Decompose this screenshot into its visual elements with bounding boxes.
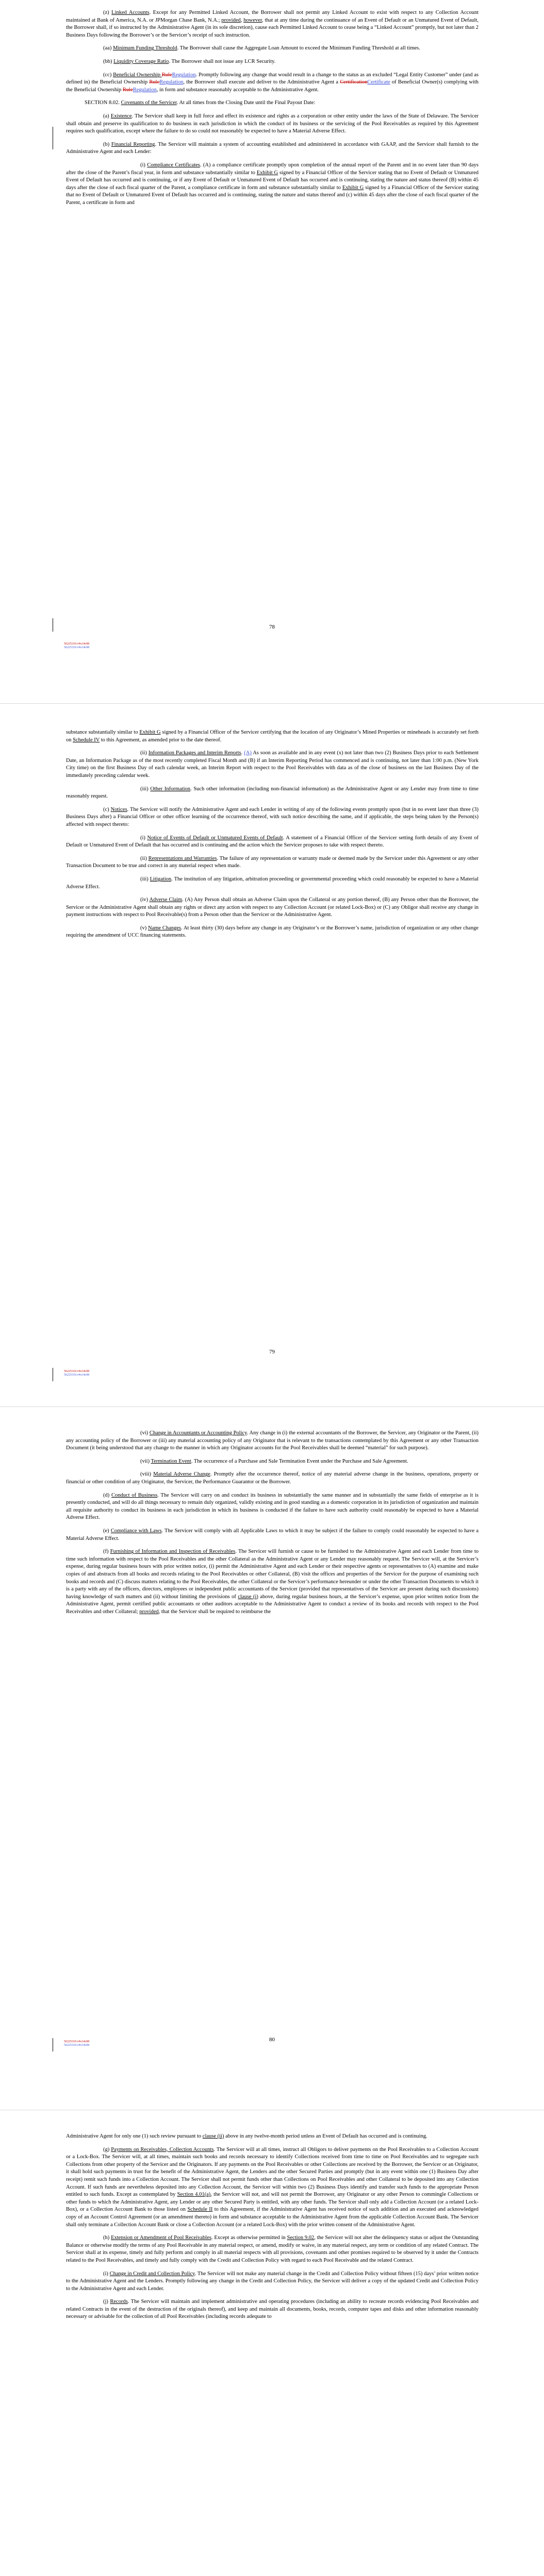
text-run: (a) — [103, 113, 111, 119]
text-run: . At all times from the Closing Date until the Final Payout Date: — [176, 100, 316, 106]
document-footer — [64, 2040, 89, 2047]
underlined-heading: Minimum Funding Threshold — [112, 45, 177, 52]
paragraph — [66, 855, 479, 870]
text-run: , the Borrower shall execute and deliver to the Administrative Agent a — [183, 79, 340, 86]
text-run: (v) — [140, 925, 149, 931]
document-footer — [64, 1370, 89, 1377]
underlined-heading: Schedule IV — [73, 737, 100, 743]
underlined-heading: Section 9.02 — [287, 2235, 315, 2241]
underlined-heading: Material Adverse Change — [153, 1471, 210, 1478]
document-page — [0, 703, 544, 1406]
paragraph — [66, 1430, 479, 1452]
text-run: . The Servicer will comply with all Applicable Laws to which it may be subject if the failure to comply could reasonably be expected to have a Material Adverse Effect. — [66, 1528, 479, 1541]
paragraph — [66, 1528, 479, 1543]
text-run: (iii) — [140, 786, 151, 792]
text-run: . Such other information (including non-financial information) as the Administrative Agent or any Lender may from time to time reasonably request. — [66, 786, 479, 800]
document-page — [0, 2110, 544, 2576]
underlined-heading: Covenants of the Servicer — [121, 100, 177, 106]
inserted-text: Regulation — [133, 87, 157, 93]
underlined-heading: clause (i) — [238, 1594, 258, 1600]
text-run: (g) — [103, 2146, 111, 2153]
text-run: signed by a Financial Officer of the Servicer stating that no Event of Default or Unmatured Event of Default has occurred and is continuing, stating the nature and status thereof and (c) within 45 days after the close of each fiscal quarter of the Parent, a certificate in form and — [66, 184, 479, 206]
text-run: . Except as otherwise permitted in — [211, 2235, 287, 2241]
underlined-heading: Adverse Claim — [149, 897, 183, 903]
text-run: SECTION 8.02. — [85, 100, 121, 106]
underlined-heading: Furnishing of Information and Inspection of Receivables — [110, 1549, 236, 1555]
paragraph — [66, 1492, 479, 1522]
underlined-heading: Extension or Amendment of Pool Receivables — [111, 2235, 211, 2241]
page-number: 78 — [269, 624, 275, 630]
paragraph — [66, 72, 479, 94]
text-run: (e) — [103, 1528, 111, 1534]
text-run: (b) — [103, 141, 111, 147]
underlined-heading: Litigation — [150, 876, 172, 882]
text-run: (c) — [103, 806, 111, 812]
text-run: (viii) — [140, 1471, 154, 1478]
text-run: (i) — [140, 835, 147, 841]
underlined-heading: Payments on Receivables, Collection Accounts — [111, 2146, 214, 2153]
footer-deleted-id: 56225310.v#x14c08 — [64, 1370, 90, 1373]
page-body — [66, 9, 479, 212]
text-run: . The Servicer will carry on and conduct its business in substantially the same manner and in substantially the same fields of enterprise as it is presently conducted, and will do all things necessary to remain duly organized, validly existing and in good standing as a domestic corporation in its jurisdiction of organization and maintain all requisite authority to conduct its business in each jurisdiction in which its business is conducted if the failure to have such authority could reasonably be expected to have a Material Adverse Effect. — [66, 1492, 479, 1521]
underlined-heading: Change in Credit and Collection Policy — [109, 2270, 195, 2277]
underlined-heading: Beneficial Ownership — [113, 72, 162, 78]
text-run: (i) — [103, 2270, 110, 2277]
text-run: . The Servicer will not make any material change in the Credit and Collection Policy without fifteen (15) days’ prior written notice to the Administrative Agent and the Lenders. Promptly following any change in the Credit and Collection Policy, the Servicer will deliver a copy of the updated Credit and Collection Policy to the Administrative Agent and each Lender. — [66, 2270, 479, 2292]
underlined-heading: Section 4.01(a) — [177, 2192, 211, 2198]
underlined-heading: Schedule II — [187, 2207, 213, 2213]
text-run: . The Borrower shall not issue any LCR Security. — [169, 58, 276, 64]
text-run: to this Agreement, as amended prior to the date thereof. — [100, 737, 222, 743]
page-body — [66, 2133, 479, 2327]
paragraph — [66, 835, 479, 850]
text-run: . The occurrence of a Purchase and Sale Termination Event under the Purchase and Sale Agreement. — [191, 1458, 408, 1464]
text-run: , in form and substance reasonably acceptable to the Administrative Agent. — [156, 87, 319, 93]
text-run: (f) — [103, 1549, 110, 1555]
text-run: (iv) — [140, 897, 150, 903]
text-run: As soon as available and in any event (x) not later than two (2) Business Days prior to each Settlement Date, an Information Package as of the most recently completed Fiscal Month and (B) if an Interim Reporting Period has commenced and is continuing, not later than 1:00 p.m. (New York City time) on the first Business Day of each calendar week, an Interim Report with respect to the Pool Receivables with data as of the close of business on the last Business Day of the immediately preceding calendar week. — [66, 750, 479, 778]
text-run: to this Agreement, if the Administrative Agent has received notice of such addition and an executed and acknowledged copy of an Account Control Agreement (or an amendment thereto) in form and substance acceptable to the Administrative Agent from the applicable Collection Account Bank. The Servicer shall only terminate a Collection Account Bank or close a Collection Account (or a related Lock-Box) with the prior written consent of the Administrative Agent. — [66, 2207, 479, 2228]
paragraph — [66, 750, 479, 779]
deleted-text: Certification — [340, 79, 368, 86]
text-run: . Promptly following any change that would result in a change to the status as an excluded “Legal Entity Customer” under (and as defined in) the Beneficial Ownership — [66, 72, 479, 86]
underlined-heading: Records — [110, 2299, 128, 2305]
text-run: . (A) Any Person shall obtain an Adverse Claim upon the Collateral or any portion thereof, (B) any Person other than the Borrower, the Servicer or the Administrative Agent shall obtain any rights or direct any action with respect to any Collection Account (or related Lock-Box) or (C) any Obligor shall receive any change in payment instructions with respect to Pool Receivable(s) from a Person other than the Servicer or the Administrative Agent. — [66, 897, 479, 918]
inserted-text: Regulation — [172, 72, 196, 78]
text-run: (z) — [103, 10, 112, 15]
underlined-heading: provided — [221, 17, 241, 23]
text-run: (ii) — [140, 750, 149, 756]
text-run: (cc) — [103, 72, 113, 78]
paragraph — [66, 1458, 479, 1466]
paragraph — [66, 729, 479, 744]
underlined-heading: Compliance with Laws — [110, 1528, 162, 1534]
deleted-text: Rule — [149, 79, 160, 86]
page-number: 79 — [269, 1349, 275, 1355]
text-run: Administrative Agent for only one (1) such review pursuant to — [66, 2133, 203, 2139]
text-run: . The Servicer shall keep in full force and effect its existence and rights as a corporation or other entity under the laws of the State of Delaware. The Servicer shall obtain and preserve its qualification to do business in each jurisdiction in which the conduct of its business or the servicing of the Pool Receivables as required by this Agreement requires such qualification, except where the failure to do so could not reasonably be expected to have a Material Adverse Effect. — [66, 113, 479, 134]
text-run: , that at any time during the continuance of an Event of Default or an Unmatured Event of Default, the Borrower shall, if so instructed by the Administrative Agent (in its sole discretion), cause each Permitted Linked Account to cease being a “Linked Account” promptly, but not later than 2 Business Days following the Borrower’s or the Servicer’s receipt of such instruction. — [66, 17, 479, 38]
text-run: above, during regular business hours, at the Servicer’s expense, upon prior written notice from the Administrative Agent, permit certified public accountants or other auditors acceptable to the Administrative Agent to conduct a review of its books and records with respect to the Pool Receivables and other Collateral; — [66, 1594, 479, 1615]
paragraph — [66, 99, 479, 107]
page-body — [66, 729, 479, 945]
footer-deleted-id: 56225310.v#x14c08 — [64, 2040, 90, 2043]
text-run: . Promptly after the occurrence thereof, notice of any material adverse change in the business, operations, property or financial or other condition of any Originator, the Servicer, the Performance Guarantor or the Borrower. — [66, 1471, 479, 1485]
underlined-heading: Exhibit G — [139, 730, 161, 735]
text-run: . The Servicer will maintain a system of accounting established and administered in accordance with GAAP, and the Servicer shall furnish to the Administrative Agent and each Lender: — [66, 141, 479, 155]
text-run: , the Servicer will not, and will not permit the Borrower, any Originator or any other Person to commingle Collections or other funds to which the Administrative Agent, any Lender or any other Secured Party is entitled, with any other funds. The Servicer shall only add a Collection Account (or a related Lock-Box), or a Collection Account Bank to those listed on — [66, 2192, 479, 2213]
paragraph — [66, 58, 479, 66]
text-run: (vii) — [140, 1458, 151, 1464]
text-run: . The Servicer will at all times, instruct all Obligors to deliver payments on the Pool Receivables to a Collection Account or a Lock-Box. The Servicer will, at all times, maintain such books and records necessary to identify Collections received from time to time on Pool Receivables and to segregate such Collections from other property of the Servicer and the Originators. If any payments on the Pool Receivables or other Collections are received by the Borrower, the Servicer or an Originator, it shall hold such payments in trust for the benefit of the Administrative Agent, the Lenders and the other Secured Parties and promptly (but in any event within one (1) Business Day after receipt) remit such funds into a Collection Account. The Servicer shall not permit funds other than Collections on Pool Receivables and other Collateral to be deposited into any Collection Account. If such funds are nevertheless deposited into any Collection Account, the Servicer will within two (2) Business Days identify and transfer such funds to the appropriate Person entitled to such funds. Except as contemplated by — [66, 2146, 479, 2198]
paragraph — [66, 896, 479, 919]
paragraph — [66, 2234, 479, 2264]
text-run: , the Servicer will not alter the delinquency status or adjust the Outstanding Balance or otherwise modify the terms of any Pool Receivable in any material respect, or amend, modify or waive, in any material respect, any term or condition of any related Contract. The Servicer shall at its expense, timely and fully perform and comply in all material respects with all provisions, covenants and other promises required to be observed by it under the Contracts related to the Pool Receivables, and timely and fully comply with the Credit and Collection Policy with regard to each Pool Receivable and the related Contract. — [66, 2235, 479, 2263]
text-run: (bb) — [103, 58, 114, 64]
inserted-text: Certificate — [367, 79, 390, 86]
text-run: . At least thirty (30) days before any change in any Originator’s or the Borrower’s name, jurisdiction of organization or any other change requiring the amendment of UCC financing statements. — [66, 925, 479, 939]
underlined-heading: Linked Accounts — [111, 10, 150, 15]
text-run: . Any change in (i) the external accountants of the Borrower, the Servicer, any Originator or the Parent, (ii) any accounting policy of the Borrower or (iii) any material accounting policy of any Originator that is relevant to the transactions contemplated by this Agreement or any other Transaction Document (it being understood that any change to the manner in which any Originator accounts for the Pool Receivables shall be deemed “material” for such purpose). — [66, 1430, 479, 1451]
underlined-heading: Change in Accountants or Accounting Policy — [149, 1430, 247, 1436]
text-run: . A statement of a Financial Officer of the Servicer setting forth details of any Event of Default or Unmatured Event of Default that has occurred and is continuing and the action which the Servicer proposes to take with respect thereto. — [66, 835, 479, 849]
paragraph — [66, 2133, 479, 2141]
underlined-heading: Conduct of Business — [111, 1492, 158, 1498]
underlined-heading: clause (ii) — [202, 2133, 224, 2139]
footer-inserted-id: 56225310.v#x14c08 — [64, 2044, 90, 2047]
underlined-heading: Liquidity Coverage Ratio — [113, 58, 169, 64]
footer-inserted-id: 56225310.v#x14c08 — [64, 1374, 90, 1377]
paragraph — [66, 2146, 479, 2229]
text-run: substance substantially similar to — [66, 730, 140, 735]
text-run: (i) — [140, 162, 147, 168]
paragraph — [66, 162, 479, 207]
underlined-heading: Representations and Warranties — [148, 855, 217, 861]
text-run: . Except for any Permitted Linked Account, the Borrower shall not permit any Linked Account to exist with respect to any Collection Account maintained at Bank of America, N.A. or JPMorgan Chase Bank, N.A.; — [66, 10, 479, 23]
text-run: (iii) — [140, 876, 150, 882]
paragraph — [66, 2270, 479, 2293]
paragraph — [66, 2298, 479, 2321]
paragraph — [66, 9, 479, 39]
underlined-heading: Exhibit G — [342, 184, 364, 191]
underlined-heading: Financial Reporting — [111, 141, 155, 147]
underlined-heading: Exhibit G — [256, 170, 278, 176]
underlined-heading: Information Packages and Interim Reports — [148, 750, 241, 756]
paragraph — [66, 113, 479, 135]
document-page — [0, 0, 544, 703]
underlined-heading: Notices — [110, 806, 127, 812]
footer-inserted-id: 56225310.v#x14c08 — [64, 646, 90, 649]
text-run: . The Servicer will maintain and implement administrative and operating procedures (including an ability to recreate records evidencing Pool Receivables and related Contracts in the event of the destruction of the originals thereof), and keep and maintain all documents, books, records, computer tapes and disks and other information reasonably necessary or advisable for the collection of all Pool Receivables (including records adequate to — [66, 2299, 479, 2320]
underlined-heading: however — [243, 17, 262, 23]
deleted-text: Rule — [122, 87, 133, 93]
paragraph — [66, 45, 479, 53]
paragraph — [66, 806, 479, 829]
underlined-heading: Termination Event — [151, 1458, 191, 1464]
paragraph — [66, 1471, 479, 1486]
document-page — [0, 1406, 544, 2110]
page-body — [66, 1430, 479, 1621]
text-run: (vi) — [140, 1430, 150, 1436]
text-run: signed by a Financial Officer of the Servicer stating that no Event of Default or Unmatured Event of Default has occurred and is continuing, or if any Event of Default or Unmatured Event of Default has occurred and is continuing, stating the nature and status thereof (B) within 45 days after the close of each fiscal quarter of the Parent, a compliance certificate in form and substance substantially similar to — [66, 170, 479, 191]
text-run: . The Servicer will furnish or cause to be furnished to the Administrative Agent and each Lender from time to time such information with respect to the Pool Receivables and the other Collateral as the Administrative Agent or any Lender may reasonably request. The Servicer will, at the Servicer’s expense, during regular business hours with prior written notice, (i) permit the Administrative Agent and each Lender or their respective agents or representatives to (A) examine and make copies of and abstracts from all books and records relating to the Pool Receivables or other Collateral, (B) visit the offices and properties of the Servicer for the purpose of examining such books and records and (C) discuss matters relating to the Pool Receivables, the other Collateral or the Servicer’s performance hereunder or under the other Transaction Documents to which it is a party with any of the officers, directors, employees or independent public accountants of the Servicer (provided that representatives of the Servicer are present during such discussions) having knowledge of such matters and (ii) without limiting the provisions of — [66, 1549, 479, 1600]
text-run: above in any twelve-month period unless an Event of Default has occurred and is continuing. — [224, 2133, 427, 2139]
footer-deleted-id: 56225310.v#x14c08 — [64, 642, 90, 646]
paragraph — [66, 786, 479, 801]
text-run: , that the Servicer shall be required to reimburse the — [158, 1608, 271, 1615]
inserted-text: Regulation — [159, 79, 184, 86]
text-run: of Beneficial Owner(s) complying with the Beneficial Ownership — [66, 79, 479, 93]
text-run: signed by a Financial Officer of the Servicer certifying that the location of any Originator’s Mined Properties or mineheads is accurately set forth on — [66, 730, 479, 743]
text-run: (ii) — [140, 855, 149, 861]
paragraph — [66, 1548, 479, 1616]
paragraph — [66, 141, 479, 156]
page-number: 80 — [269, 2037, 275, 2043]
text-run: (d) — [103, 1492, 111, 1498]
underlined-heading: Name Changes — [148, 925, 182, 931]
text-run: , — [240, 17, 244, 23]
text-run: (aa) — [103, 45, 113, 52]
underlined-heading: Notice of Events of Default or Unmatured Events of Default — [147, 835, 283, 841]
paragraph — [66, 925, 479, 940]
text-run: . The Borrower shall cause the Aggregate Loan Amount to exceed the Minimum Funding Threshold at all times. — [177, 45, 420, 52]
inserted-text: (A) — [244, 750, 252, 756]
underlined-heading: provided — [139, 1608, 159, 1615]
text-run: . The Servicer will notify the Administrative Agent and each Lender in writing of any of the following events promptly upon (but in no event later than three (3) Business Days after) a Financial Officer or other officer learning of the occurrence thereof, with such notice describing the same, and if applicable, the steps being taken by the Person(s) affected with respect thereto: — [66, 806, 479, 827]
text-run: . The failure of any representation or warranty made or deemed made by the Servicer under this Agreement or any other Transaction Document to be true and correct in any material respect when made. — [66, 855, 479, 869]
text-run: . — [241, 750, 244, 756]
text-run: (h) — [103, 2235, 111, 2241]
deleted-text: Rule — [161, 72, 172, 78]
underlined-heading: Other Information — [150, 786, 191, 792]
text-run: . The institution of any litigation, arbitration proceeding or governmental proceeding which could reasonably be expected to have a Material Adverse Effect. — [66, 876, 479, 890]
text-run: . (A) a compliance certificate promptly upon completion of the annual report of the Parent and in no event later than 90 days after the close of the Parent’s fiscal year, in form and substance substantially similar to — [66, 162, 479, 176]
underlined-heading: Compliance Certificates — [147, 162, 200, 168]
underlined-heading: Existence — [110, 113, 132, 119]
document-footer — [64, 642, 89, 650]
paragraph — [66, 876, 479, 891]
text-run: (j) — [103, 2299, 110, 2305]
